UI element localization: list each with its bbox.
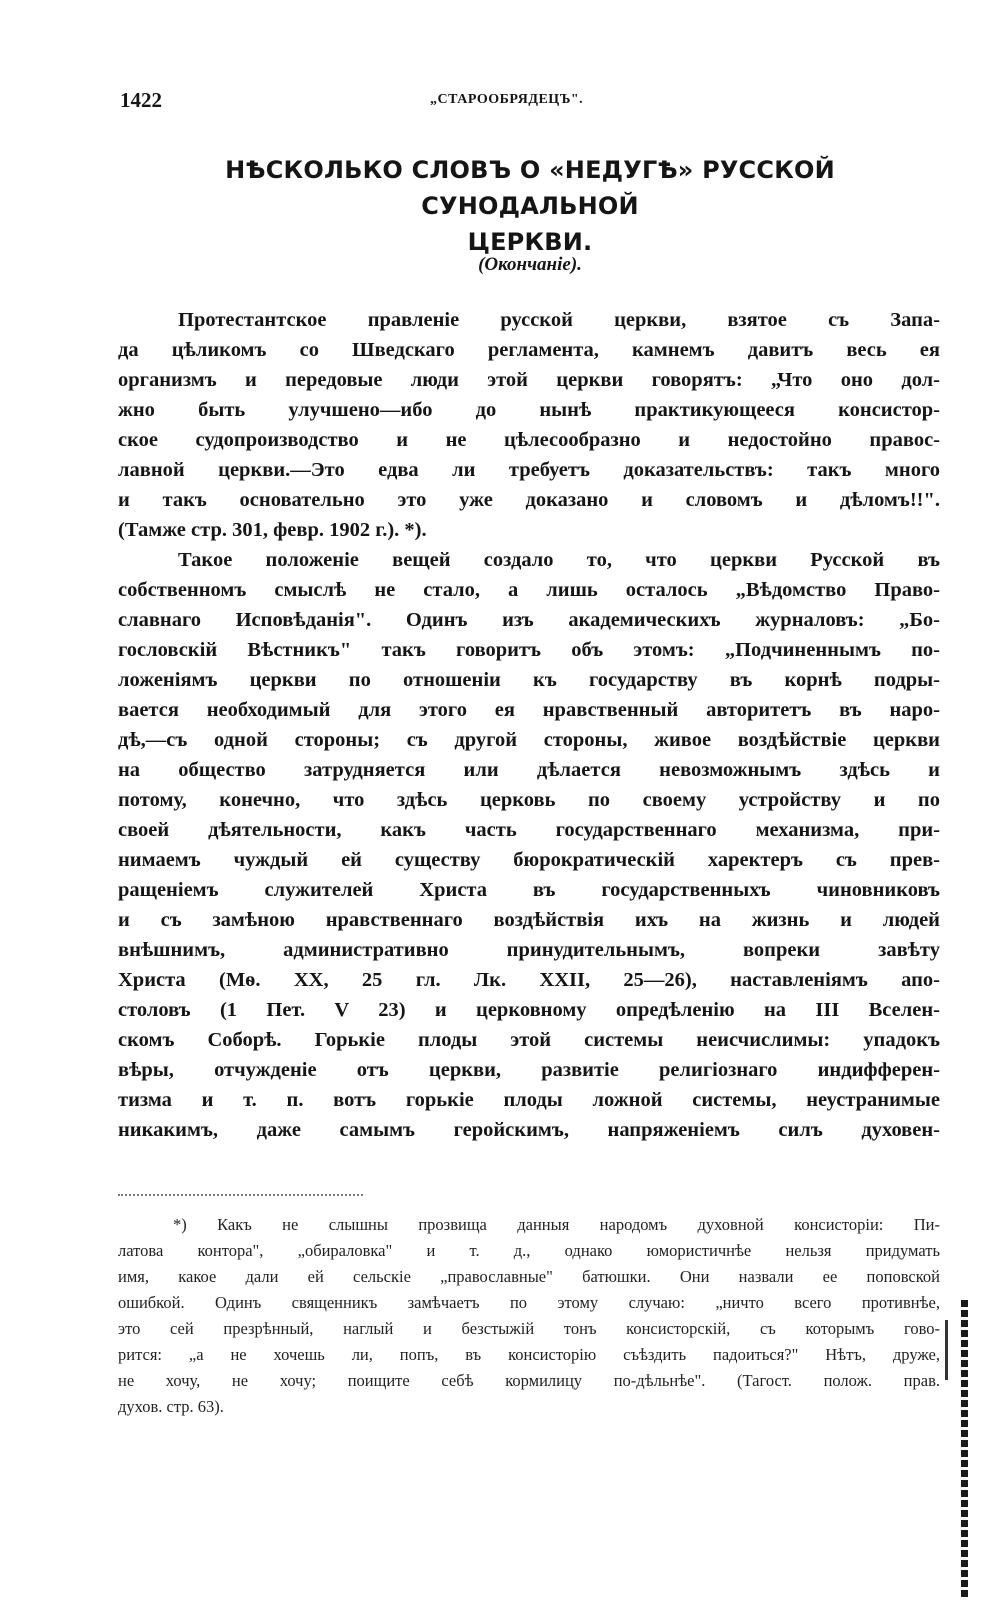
body-line: (Тамже стр. 301, февр. 1902 г.). *). [118, 519, 427, 541]
body-line: потому, конечно, что здѣсь церковь по своему устройству и по [118, 789, 940, 811]
body-line: никакимъ, даже самымъ геройскимъ, напряженіемъ силъ духовен- [118, 1119, 940, 1141]
body-line: лавной церкви.—Это едва ли требуетъ доказательствъ: такъ много [118, 459, 940, 481]
body-line: тизма и т. п. вотъ горькіе плоды ложной системы, неустранимые [118, 1089, 940, 1111]
body-line: и съ замѣною нравственнаго воздѣйствія ихъ на жизнь и людей [118, 909, 940, 931]
footnote-line: *) Какъ не слышны прозвища данныя народомъ духовной консисторіи: Пи- [173, 1215, 940, 1234]
body-line: жно быть улучшено—ибо до нынѣ практикующееся консистор- [118, 399, 940, 421]
footnote-line: рится: „а не хочешь ли, попъ, въ консисторію съѣздить падоиться?" Нѣтъ, друже, [118, 1345, 940, 1364]
running-title: „СТАРООБРЯДЕЦЪ". [430, 92, 584, 107]
body-line: славнаго Исповѣданія". Одинъ изъ академическихъ журналовъ: „Бо- [118, 609, 940, 631]
footnote-line: не хочу, не хочу; поищите себѣ кормилицу по-дѣльнѣе". (Тагост. полож. прав. [118, 1371, 940, 1390]
body-line: Протестантское правленіе русской церкви, взятое съ Запа- [178, 309, 940, 331]
article-subtitle: (Окончаніе). [478, 254, 582, 275]
body-line: вѣры, отчужденіе отъ церкви, развитіе религіознаго индифферен- [118, 1059, 940, 1081]
body-line: столовъ (1 Пет. V 23) и церковному опредѣленію на III Вселен- [118, 999, 940, 1021]
scan-edge-artifact [961, 1300, 968, 1600]
title-line: НѢСКОЛЬКО СЛОВЪ О «НЕДУГѢ» РУССКОЙ СУНОДАЛЬНОЙ [225, 156, 835, 220]
body-line: ложеніямъ церкви по отношеніи къ государству въ корнѣ подры- [118, 669, 940, 691]
body-line: на общество затрудняется или дѣлается невозможнымъ здѣсь и [118, 759, 940, 781]
body-line: своей дѣятельности, какъ часть государственнаго механизма, при- [118, 819, 940, 841]
article-title [120, 152, 940, 260]
body-line: скомъ Соборѣ. Горькіе плоды этой системы неисчислимы: упадокъ [118, 1029, 940, 1051]
body-line: вается необходимый для этого ея нравственный авторитетъ въ наро- [118, 699, 940, 721]
page-header [120, 88, 940, 118]
footnote-line: духов. стр. 63). [118, 1397, 224, 1416]
body-line: да цѣликомъ со Шведскаго регламента, камнемъ давитъ весь ея [118, 339, 940, 361]
footnote [118, 1212, 940, 1420]
title-line: ЦЕРКВИ. [467, 228, 593, 256]
footnote-divider [118, 1194, 363, 1196]
body-line: ращеніемъ служителей Христа въ государственныхъ чиновниковъ [118, 879, 940, 901]
body-line: гословскій Вѣстникъ" такъ говоритъ объ этомъ: „Подчиненнымъ по- [118, 639, 940, 661]
body-line: Христа (Мѳ. XX, 25 гл. Лк. XXII, 25—26), наставленіямъ апо- [118, 969, 940, 991]
body-line: внѣшнимъ, административно принудительнымъ, вопреки завѣту [118, 939, 940, 961]
footnote-line: имя, какое дали ей сельскіе „православные" батюшки. Они назвали ее поповской [118, 1267, 940, 1286]
scan-edge-artifact [945, 1320, 948, 1380]
body-line: ское судопроизводство и не цѣлесообразно и недостойно правос- [118, 429, 940, 451]
footnote-line: это сей презрѣнный, наглый и безстыжій тонъ консисторскій, съ которымъ гово- [118, 1319, 940, 1338]
body-line: дѣ,—съ одной стороны; съ другой стороны, живое воздѣйствіе церкви [118, 729, 940, 751]
footnote-line: латова контора", „обираловка" и т. д., однако юмористичнѣе нельзя придумать [118, 1241, 940, 1260]
body-line: Такое положеніе вещей создало то, что церкви Русской въ [178, 549, 940, 571]
article-body [118, 305, 940, 1145]
body-line: собственномъ смыслѣ не стало, а лишь осталось „Вѣдомство Право- [118, 579, 940, 601]
body-line: организмъ и передовые люди этой церкви говорятъ: „Что оно дол- [118, 369, 940, 391]
body-line: нимаемъ чуждый ей существу бюрократическій харектеръ съ прев- [118, 849, 940, 871]
page-number: 1422 [120, 88, 162, 112]
footnote-line: ошибкой. Одинъ священникъ замѣчаетъ по этому случаю: „ничто всего противнѣе, [118, 1293, 940, 1312]
body-line: и такъ основательно это уже доказано и словомъ и дѣломъ!!". [118, 489, 940, 511]
